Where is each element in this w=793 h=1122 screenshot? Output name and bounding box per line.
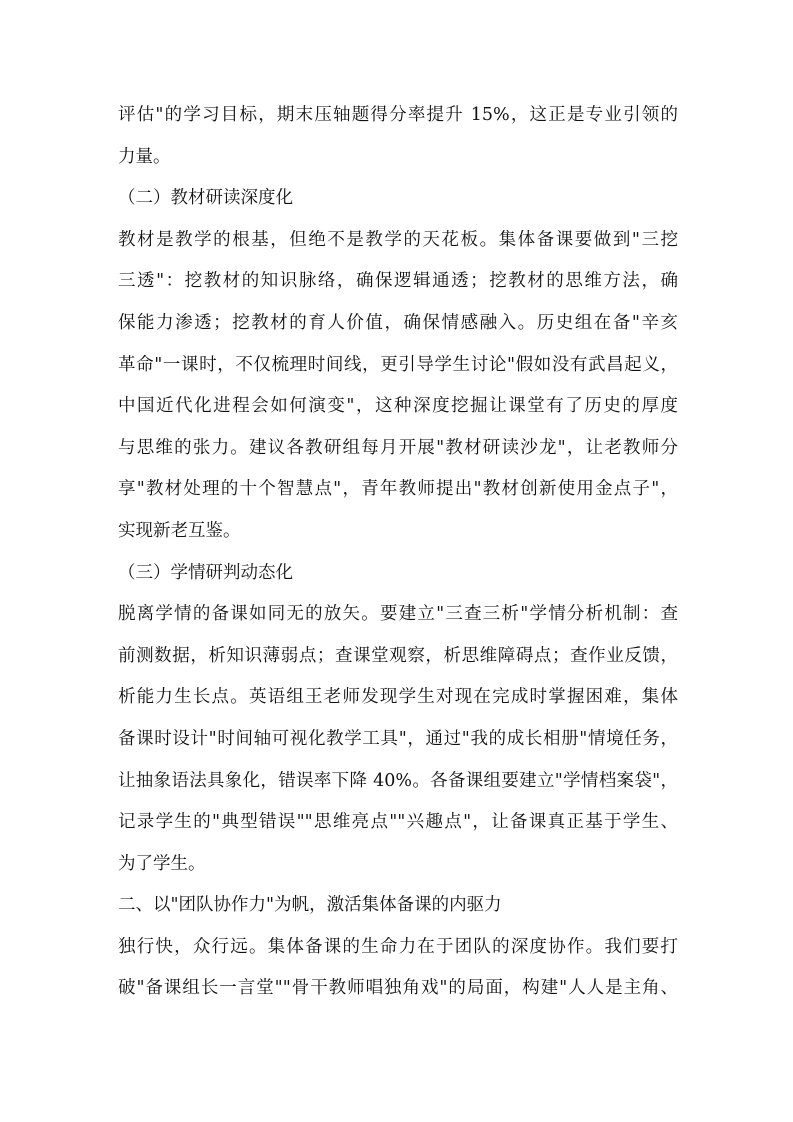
paragraph-line: 享"教材处理的十个智慧点"，青年教师提出"教材创新使用金点子"， <box>118 479 678 500</box>
paragraph-line: 三透"：挖教材的知识脉络，确保逻辑通透；挖教材的思维方法，确 <box>118 271 678 292</box>
paragraph-line: 独行快，众行远。集体备课的生命力在于团队的深度协作。我们要打 <box>118 936 678 957</box>
paragraph-line: 实现新老互鉴。 <box>118 520 241 541</box>
paragraph-line: 保能力渗透；挖教材的育人价值，确保情感融入。历史组在备"辛亥 <box>118 312 678 333</box>
paragraph-line: 破"备课组长一言堂""骨干教师唱独角戏"的局面，构建"人人是主角、 <box>118 978 678 999</box>
paragraph-line: 中国近代化进程会如何演变"，这种深度挖掘让课堂有了历史的厚度 <box>118 396 678 417</box>
paragraph-line: 析能力生长点。英语组王老师发现学生对现在完成时掌握困难，集体 <box>118 687 678 708</box>
section-heading: （二）教材研读深度化 <box>118 188 293 209</box>
paragraph-line: 前测数据，析知识薄弱点；查课堂观察，析思维障碍点；查作业反馈， <box>118 645 678 666</box>
paragraph-line: 让抽象语法具象化，错误率下降 40%。各备课组要建立"学情档案袋"， <box>118 770 678 791</box>
paragraph-line: 记录学生的"典型错误""思维亮点""兴趣点"，让备课真正基于学生、 <box>118 812 678 833</box>
paragraph-line: 力量。 <box>118 146 171 167</box>
paragraph-line: 教材是教学的根基，但绝不是教学的天花板。集体备课要做到"三挖 <box>118 229 678 250</box>
paragraph-line: 脱离学情的备课如同无的放矢。要建立"三查三析"学情分析机制：查 <box>118 604 678 625</box>
paragraph-line: 与思维的张力。建议各教研组每月开展"教材研读沙龙"，让老教师分 <box>118 437 678 458</box>
paragraph-line: 革命"一课时，不仅梳理时间线，更引导学生讨论"假如没有武昌起义， <box>118 354 678 375</box>
section-heading: 二、以"团队协作力"为帆，激活集体备课的内驱力 <box>118 895 502 916</box>
body-text <box>118 95 678 1010</box>
paragraph-line: 为了学生。 <box>118 853 206 874</box>
paragraph-line: 备课时设计"时间轴可视化教学工具"，通过"我的成长相册"情境任务， <box>118 728 678 749</box>
paragraph-line: 评估"的学习目标，期末压轴题得分率提升 15%，这正是专业引领的 <box>118 105 678 125</box>
section-heading: （三）学情研判动态化 <box>118 562 293 583</box>
